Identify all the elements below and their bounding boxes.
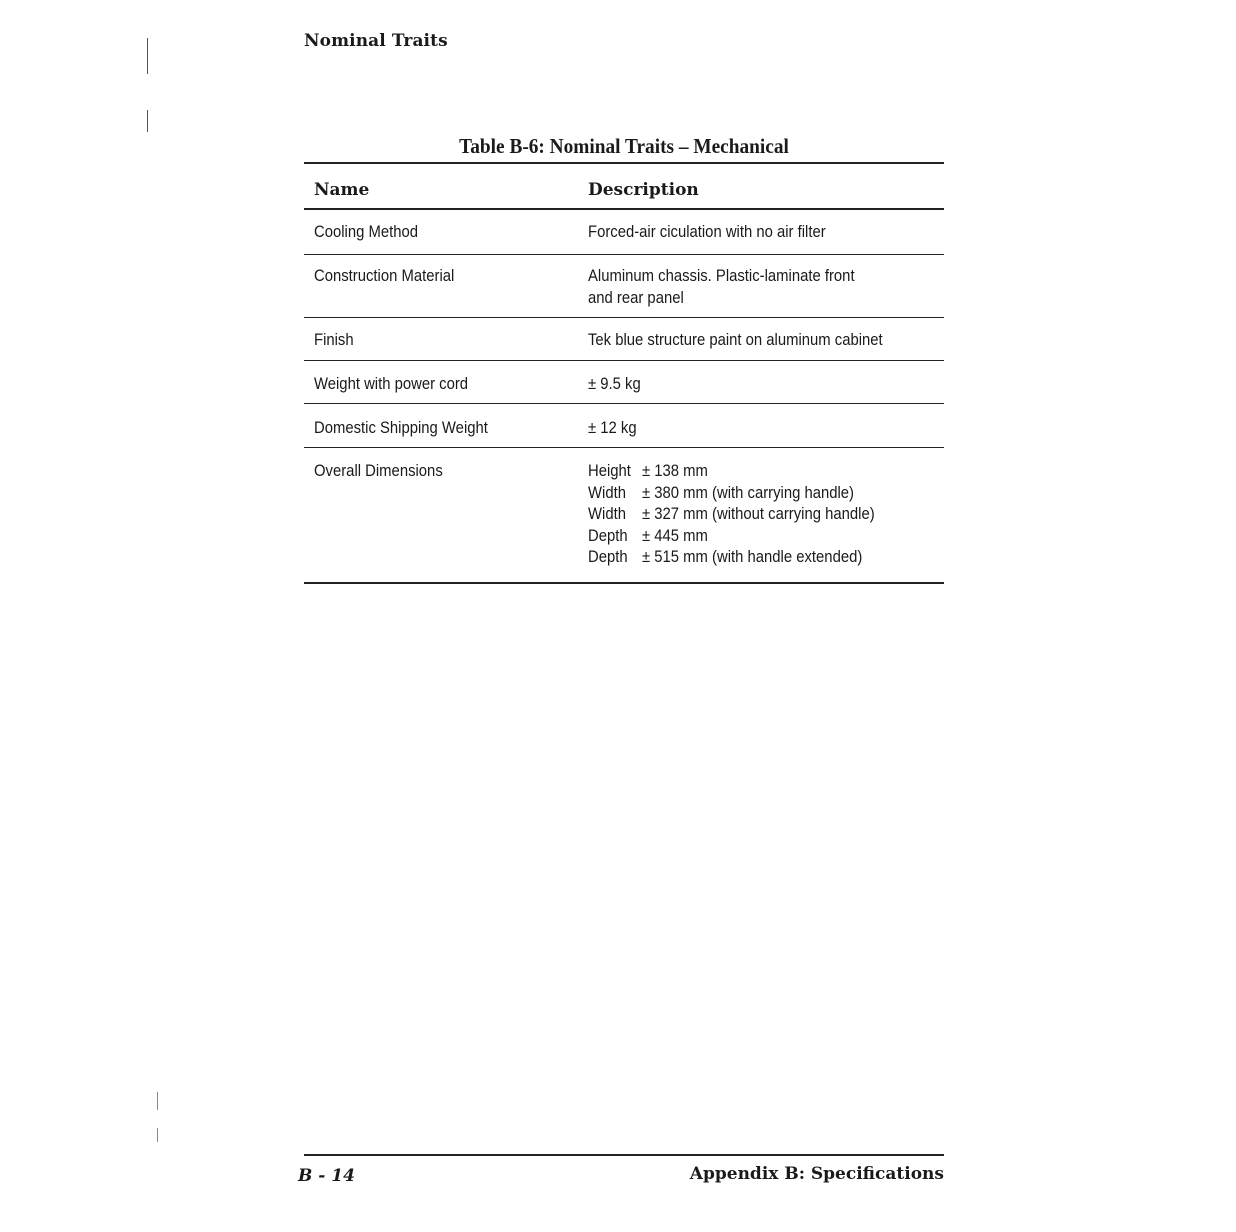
column-header-name: Name: [314, 180, 370, 200]
row-divider: [304, 360, 944, 361]
row-name-finish: Finish: [314, 331, 354, 349]
running-head-title: Nominal Traits: [304, 31, 448, 51]
row-divider: [304, 317, 944, 318]
dimension-label: Depth: [588, 526, 628, 545]
dimension-label: Depth: [588, 548, 628, 566]
dimension-item: [588, 547, 875, 569]
row-name-domestic-shipping-weight: Domestic Shipping Weight: [314, 419, 488, 437]
dimension-label: Height: [588, 462, 631, 480]
dimension-value: ± 445 mm: [642, 526, 708, 545]
column-header-description: Description: [588, 180, 699, 200]
dimension-item: [588, 504, 875, 526]
row-description-domestic-shipping-weight: ± 12 kg: [588, 419, 637, 437]
dimension-label: Width: [588, 483, 626, 502]
table-title: Table B-6: Nominal Traits – Mechanical: [459, 134, 789, 158]
dimension-label: Width: [588, 505, 626, 523]
row-description-weight-power-cord: ± 9.5 kg: [588, 375, 641, 393]
dimension-value: ± 138 mm: [642, 462, 708, 480]
row-divider: [304, 403, 944, 404]
row-divider: [304, 447, 944, 448]
row-name-construction-material: Construction Material: [314, 267, 455, 285]
row-name-cooling-method: Cooling Method: [314, 223, 419, 241]
row-divider: [304, 254, 944, 255]
footer-rule: [304, 1154, 944, 1156]
dimension-item: [588, 483, 875, 505]
scan-artifact-line: [157, 1128, 158, 1142]
row-name-weight-power-cord: Weight with power cord: [314, 375, 469, 393]
header-bottom-rule: [304, 208, 944, 210]
table-bottom-rule: [304, 582, 944, 584]
table-top-rule: [304, 162, 944, 164]
row-description-finish: Tek blue structure paint on aluminum cabinet: [588, 331, 883, 349]
footer-section-title: Appendix B: Specifications: [689, 1164, 944, 1184]
dimension-value: ± 515 mm (with handle extended): [642, 548, 863, 566]
dimension-item: [588, 461, 875, 483]
dimensions-list: [588, 461, 875, 569]
row-description-construction-material-line2: and rear panel: [588, 289, 684, 307]
row-name-overall-dimensions: Overall Dimensions: [314, 462, 443, 480]
dimension-value: ± 327 mm (without carrying handle): [642, 505, 875, 523]
dimension-item: [588, 526, 875, 548]
row-description-construction-material-line1: Aluminum chassis. Plastic-laminate front: [588, 267, 855, 285]
scan-artifact-line: [157, 1092, 158, 1110]
scan-artifact-line: [147, 110, 148, 132]
row-description-cooling-method: Forced-air ciculation with no air filter: [588, 223, 826, 241]
scan-artifact-line: [147, 38, 148, 74]
dimension-value: ± 380 mm (with carrying handle): [642, 483, 855, 502]
page-number: B - 14: [298, 1166, 355, 1186]
